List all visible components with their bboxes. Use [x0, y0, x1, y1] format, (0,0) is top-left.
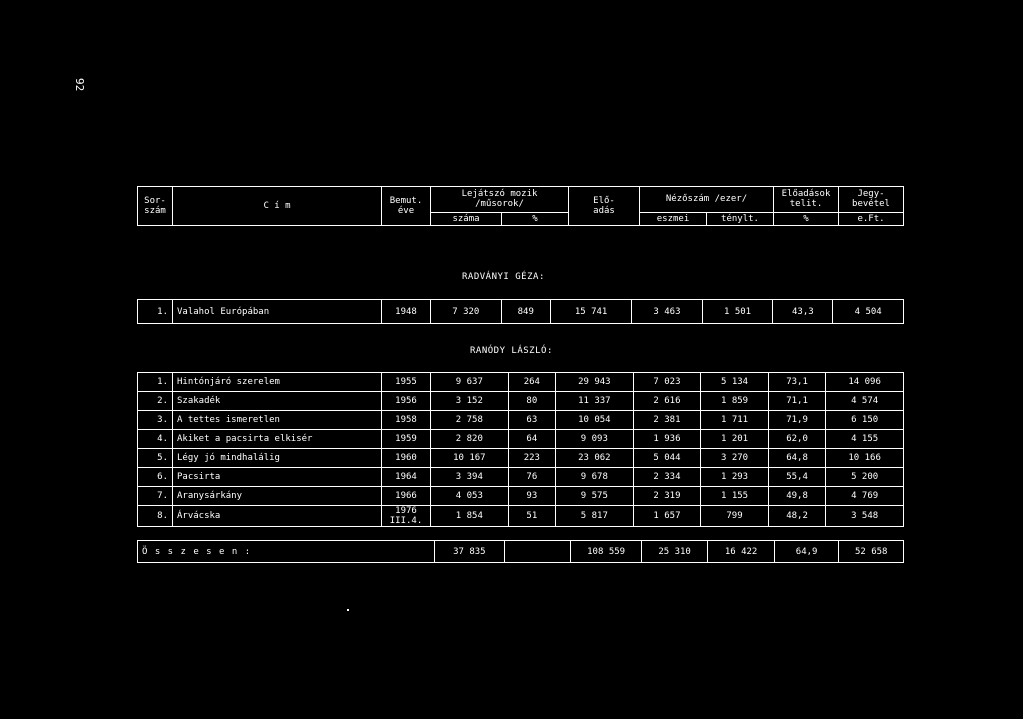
- row-year: 1964: [382, 468, 431, 487]
- section2-table: [137, 372, 904, 527]
- page-number: 92: [73, 78, 86, 92]
- col-eszmei: eszmei: [640, 212, 707, 225]
- row-eszmei: 5 044: [633, 449, 701, 468]
- col-cim: C í m: [173, 187, 382, 226]
- col-tenyl: ténylt.: [707, 212, 774, 225]
- row-number: 1.: [138, 373, 173, 392]
- row-eloadas: 29 943: [555, 373, 633, 392]
- row-number: 7.: [138, 487, 173, 506]
- col-pct: %: [502, 212, 569, 225]
- row-tenyl: 1 501: [702, 300, 773, 324]
- table-row: [138, 506, 904, 527]
- row-title: Pacsirta: [173, 468, 382, 487]
- row-telit: 71,1: [768, 392, 825, 411]
- row-szama: 7 320: [431, 300, 502, 324]
- section1-title: RADVÁNYI GÉZA:: [462, 272, 545, 282]
- row-eszmei: 7 023: [633, 373, 701, 392]
- row-telit: 49,8: [768, 487, 825, 506]
- row-jegy: 4 574: [826, 392, 904, 411]
- table-row: [138, 487, 904, 506]
- section2-title: RANÓDY LÁSZLÓ:: [470, 346, 553, 356]
- row-number: 5.: [138, 449, 173, 468]
- row-tenyl: 1 293: [701, 468, 769, 487]
- row-tenyl: 1 155: [701, 487, 769, 506]
- col-szama: száma: [431, 212, 502, 225]
- row-eloadas: 9 093: [555, 430, 633, 449]
- total-telit: 64,9: [774, 541, 839, 563]
- row-pct: 51: [508, 506, 555, 527]
- total-label: Ö s s z e s e n :: [138, 541, 435, 563]
- table-row: [138, 430, 904, 449]
- row-eszmei: 3 463: [632, 300, 703, 324]
- row-year: 1966: [382, 487, 431, 506]
- row-year: 1956: [382, 392, 431, 411]
- row-number: 8.: [138, 506, 173, 527]
- row-title: Aranysárkány: [173, 487, 382, 506]
- row-number: 1.: [138, 300, 173, 324]
- col-mozik: Lejátszó mozik /műsorok/: [431, 187, 569, 213]
- row-tenyl: 3 270: [701, 449, 769, 468]
- row-telit: 64,8: [768, 449, 825, 468]
- table-row: [138, 449, 904, 468]
- row-szama: 2 820: [431, 430, 509, 449]
- total-szama: 37 835: [434, 541, 504, 563]
- col-jegy: Jegy- bevétel: [839, 187, 904, 213]
- col-telit: Előadások telit.: [774, 187, 839, 213]
- table-row: [138, 411, 904, 430]
- total-row: [138, 541, 904, 563]
- row-eloadas: 23 062: [555, 449, 633, 468]
- row-tenyl: 1 201: [701, 430, 769, 449]
- row-title: Valahol Európában: [173, 300, 382, 324]
- row-jegy: 14 096: [826, 373, 904, 392]
- row-telit: 55,4: [768, 468, 825, 487]
- row-pct: 76: [508, 468, 555, 487]
- row-szama: 3 152: [431, 392, 509, 411]
- row-szama: 4 053: [431, 487, 509, 506]
- row-eszmei: 2 616: [633, 392, 701, 411]
- row-eloadas: 10 054: [555, 411, 633, 430]
- row-year: 1960: [382, 449, 431, 468]
- row-title: A tettes ismeretlen: [173, 411, 382, 430]
- row-number: 6.: [138, 468, 173, 487]
- ink-dot: [347, 609, 349, 611]
- row-eszmei: 2 334: [633, 468, 701, 487]
- row-title: Akiket a pacsirta elkisér: [173, 430, 382, 449]
- table-row: [138, 392, 904, 411]
- row-eloadas: 9 678: [555, 468, 633, 487]
- col-sor: Sor- szám: [138, 187, 173, 226]
- total-pct: [505, 541, 571, 563]
- table-row: [138, 300, 904, 324]
- total-jegy: 52 658: [839, 541, 904, 563]
- row-eloadas: 11 337: [555, 392, 633, 411]
- row-telit: 62,0: [768, 430, 825, 449]
- col-eloadas: Elő- adás: [569, 187, 640, 226]
- col-nezo: Nézőszám /ezer/: [640, 187, 774, 213]
- row-year: 1959: [382, 430, 431, 449]
- row-szama: 1 854: [431, 506, 509, 527]
- row-year: 1958: [382, 411, 431, 430]
- row-pct: 64: [508, 430, 555, 449]
- row-pct: 849: [501, 300, 550, 324]
- table-row: [138, 373, 904, 392]
- section1-table: [137, 299, 904, 324]
- total-tenyl: 16 422: [708, 541, 775, 563]
- row-telit: 71,9: [768, 411, 825, 430]
- row-tenyl: 1 859: [701, 392, 769, 411]
- row-title: Hintónjáró szerelem: [173, 373, 382, 392]
- row-year: 1955: [382, 373, 431, 392]
- row-eszmei: 1 936: [633, 430, 701, 449]
- table-row: [138, 468, 904, 487]
- row-szama: 3 394: [431, 468, 509, 487]
- row-telit: 48,2: [768, 506, 825, 527]
- row-year: 1976 III.4.: [382, 506, 431, 527]
- row-eloadas: 15 741: [550, 300, 631, 324]
- row-szama: 2 758: [431, 411, 509, 430]
- row-pct: 264: [508, 373, 555, 392]
- row-jegy: 4 769: [826, 487, 904, 506]
- col-telit-pct: %: [774, 212, 839, 225]
- row-jegy: 6 150: [826, 411, 904, 430]
- col-jegy-unit: e.Ft.: [839, 212, 904, 225]
- row-jegy: 5 200: [826, 468, 904, 487]
- total-table: [137, 540, 904, 563]
- row-jegy: 4 155: [826, 430, 904, 449]
- row-eszmei: 2 319: [633, 487, 701, 506]
- row-jegy: 3 548: [826, 506, 904, 527]
- row-jegy: 10 166: [826, 449, 904, 468]
- header-table: [137, 186, 904, 226]
- row-pct: 63: [508, 411, 555, 430]
- row-tenyl: 1 711: [701, 411, 769, 430]
- row-eloadas: 9 575: [555, 487, 633, 506]
- row-number: 3.: [138, 411, 173, 430]
- row-eloadas: 5 817: [555, 506, 633, 527]
- row-pct: 223: [508, 449, 555, 468]
- row-eszmei: 1 657: [633, 506, 701, 527]
- row-tenyl: 799: [701, 506, 769, 527]
- row-szama: 10 167: [431, 449, 509, 468]
- row-title: Légy jó mindhalálig: [173, 449, 382, 468]
- row-telit: 73,1: [768, 373, 825, 392]
- total-eszmei: 25 310: [641, 541, 708, 563]
- col-bemut: Bemut. éve: [382, 187, 431, 226]
- row-szama: 9 637: [431, 373, 509, 392]
- total-eloadas: 108 559: [571, 541, 641, 563]
- row-eszmei: 2 381: [633, 411, 701, 430]
- row-number: 2.: [138, 392, 173, 411]
- row-year: 1948: [382, 300, 431, 324]
- row-pct: 93: [508, 487, 555, 506]
- row-number: 4.: [138, 430, 173, 449]
- row-telit: 43,3: [773, 300, 833, 324]
- row-title: Szakadék: [173, 392, 382, 411]
- row-jegy: 4 504: [833, 300, 904, 324]
- row-title: Árvácska: [173, 506, 382, 527]
- row-tenyl: 5 134: [701, 373, 769, 392]
- row-pct: 80: [508, 392, 555, 411]
